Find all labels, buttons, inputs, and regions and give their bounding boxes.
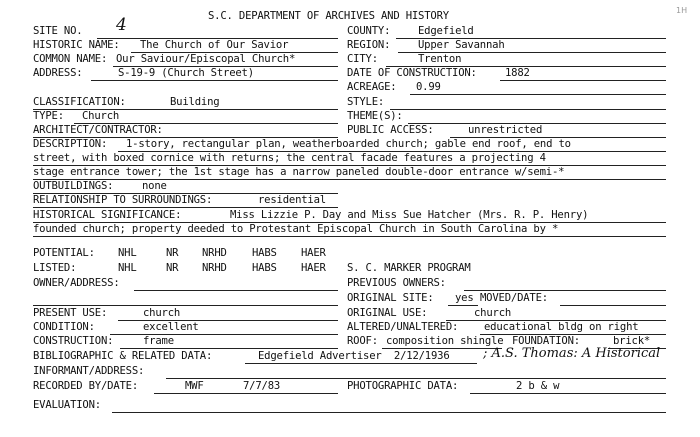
historic-name-value: The Church of Our Savior — [140, 39, 289, 51]
bibliographic-typed-value: Edgefield Advertiser 2/12/1936 — [258, 350, 450, 362]
listed-option-habs: HABS — [252, 262, 277, 274]
classification-line — [33, 109, 338, 110]
description-label: DESCRIPTION: — [33, 138, 108, 150]
acreage-label: ACREAGE: — [347, 81, 397, 93]
acreage-value: 0.99 — [416, 81, 441, 93]
description-line-1: 1-story, rectangular plan, weatherboarded church; gable end roof, end to — [126, 138, 571, 150]
original-site-line — [448, 305, 478, 306]
type-label: TYPE: — [33, 110, 64, 122]
evaluation-line — [112, 412, 666, 413]
original-site-value: yes — [455, 292, 474, 304]
outbuildings-label: OUTBUILDINGS: — [33, 180, 114, 192]
common-name-label: COMMON NAME: — [33, 53, 108, 65]
moved-date-label: MOVED/DATE: — [480, 292, 548, 304]
potential-option-nrhd: NRHD — [202, 247, 227, 259]
recorded-date-value: 7/7/83 — [243, 380, 281, 392]
form-header: S.C. DEPARTMENT OF ARCHIVES AND HISTORY — [208, 10, 449, 22]
relationship-label: RELATIONSHIP TO SURROUNDINGS: — [33, 194, 213, 206]
listed-label: LISTED: — [33, 262, 77, 274]
bibliographic-line — [245, 363, 477, 364]
acreage-line — [410, 94, 666, 95]
potential-option-habs: HABS — [252, 247, 277, 259]
region-label: REGION: — [347, 39, 391, 51]
potential-option-nhl: NHL — [118, 247, 137, 259]
present-use-label: PRESENT USE: — [33, 307, 108, 319]
owner-address-line — [134, 290, 338, 291]
historical-significance-label: HISTORICAL SIGNIFICANCE: — [33, 209, 182, 221]
recorded-by-line — [154, 393, 338, 394]
previous-owners-label: PREVIOUS OWNERS: — [347, 277, 446, 289]
roof-label: ROOF: — [347, 335, 378, 347]
potential-option-nr: NR — [166, 247, 179, 259]
description-underline-3 — [33, 179, 666, 180]
original-use-value: church — [474, 307, 512, 319]
foundation-label: FOUNDATION: — [512, 335, 580, 347]
architect-label: ARCHITECT/CONTRACTOR: — [33, 124, 163, 136]
description-line-2: street, with boxed cornice with returns; the central facade features a projecting 4 — [33, 152, 546, 164]
present-use-value: church — [143, 307, 181, 319]
condition-label: CONDITION: — [33, 321, 95, 333]
city-value: Trenton — [418, 53, 462, 65]
previous-owners-line — [464, 290, 666, 291]
corner-mark: 1H — [676, 6, 688, 15]
theme-label: THEME(S): — [347, 110, 403, 122]
date-of-construction-value: 1882 — [505, 67, 530, 79]
historical-significance-line-1: Miss Lizzie P. Day and Miss Sue Hatcher (Mrs. R. P. Henry) — [230, 209, 589, 221]
informant-line — [166, 378, 666, 379]
historical-significance-line-2: founded church; property deeded to Protestant Episcopal Church in South Carolina by * — [33, 223, 559, 235]
site-no-value: 4 — [116, 15, 127, 35]
style-line — [390, 109, 666, 110]
evaluation-label: EVALUATION: — [33, 399, 101, 411]
county-label: COUNTY: — [347, 25, 391, 37]
site-no-label: SITE NO. — [33, 25, 83, 37]
construction-label: CONSTRUCTION: — [33, 335, 114, 347]
foundation-value: brick* — [613, 335, 651, 347]
photographic-data-label: PHOTOGRAPHIC DATA: — [347, 380, 459, 392]
address-line — [91, 80, 338, 81]
historic-name-label: HISTORIC NAME: — [33, 39, 120, 51]
public-access-label: PUBLIC ACCESS: — [347, 124, 434, 136]
outbuildings-value: none — [142, 180, 167, 192]
photographic-data-value: 2 b & w — [516, 380, 560, 392]
listed-option-nrhd: NRHD — [202, 262, 227, 274]
bibliographic-handwritten-note: ; A.S. Thomas: A Historical — [483, 346, 661, 361]
public-access-value: unrestricted — [468, 124, 543, 136]
owner-address-line-2 — [33, 305, 338, 306]
county-value: Edgefield — [418, 25, 474, 37]
description-line-3: stage entrance tower; the 1st stage has a narrow paneled double-door entrance w/semi-* — [33, 166, 565, 178]
date-of-construction-label: DATE OF CONSTRUCTION: — [347, 67, 477, 79]
listed-option-nr: NR — [166, 262, 179, 274]
photographic-data-line — [470, 393, 666, 394]
altered-label: ALTERED/UNALTERED: — [347, 321, 459, 333]
style-label: STYLE: — [347, 96, 385, 108]
marker-program-heading: S. C. MARKER PROGRAM — [347, 262, 471, 274]
bibliographic-label: BIBLIOGRAPHIC & RELATED DATA: — [33, 350, 213, 362]
roof-value: composition shingle — [386, 335, 504, 347]
address-label: ADDRESS: — [33, 67, 83, 79]
potential-option-haer: HAER — [301, 247, 326, 259]
historical-significance-underline-2 — [33, 236, 666, 237]
classification-label: CLASSIFICATION: — [33, 96, 126, 108]
owner-address-label: OWNER/ADDRESS: — [33, 277, 120, 289]
listed-option-nhl: NHL — [118, 262, 137, 274]
potential-label: POTENTIAL: — [33, 247, 95, 259]
common-name-value: Our Saviour/Episcopal Church* — [116, 53, 296, 65]
original-use-label: ORIGINAL USE: — [347, 307, 428, 319]
recorded-by-label: RECORDED BY/DATE: — [33, 380, 139, 392]
condition-value: excellent — [143, 321, 199, 333]
date-of-construction-line — [500, 80, 666, 81]
relationship-value: residential — [258, 194, 326, 206]
construction-value: frame — [143, 335, 174, 347]
original-site-label: ORIGINAL SITE: — [347, 292, 434, 304]
city-label: CITY: — [347, 53, 378, 65]
classification-value: Building — [170, 96, 220, 108]
construction-line — [120, 348, 338, 349]
altered-value: educational bldg on right — [484, 321, 639, 333]
relationship-line — [33, 207, 338, 208]
listed-option-haer: HAER — [301, 262, 326, 274]
region-value: Upper Savannah — [418, 39, 505, 51]
moved-date-line — [560, 305, 666, 306]
informant-label: INFORMANT/ADDRESS: — [33, 365, 145, 377]
address-value: S-19-9 (Church Street) — [118, 67, 254, 79]
recorded-by-value: MWF — [185, 380, 204, 392]
type-value: Church — [82, 110, 120, 122]
